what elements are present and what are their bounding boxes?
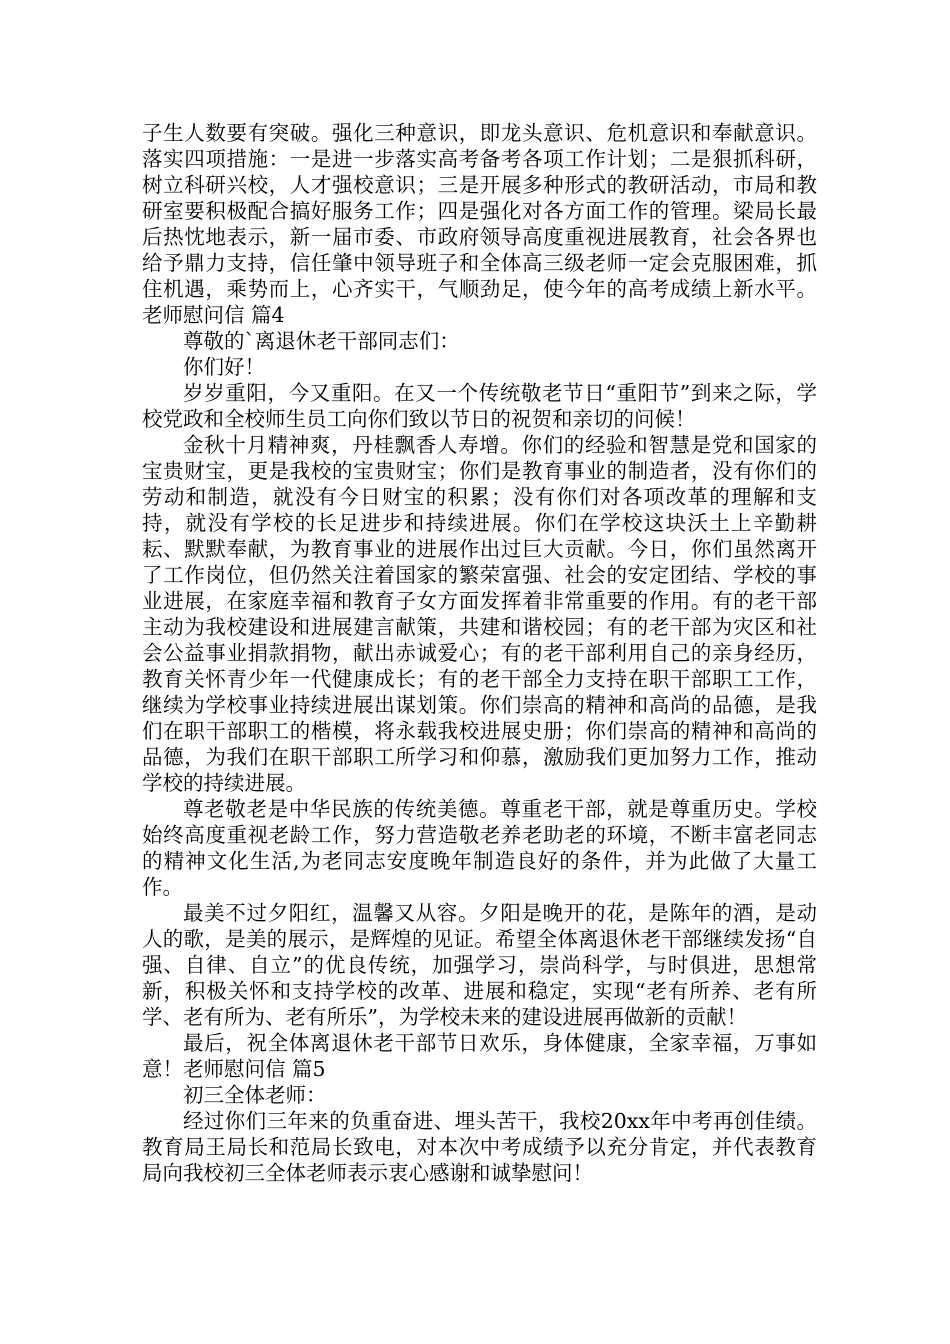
- paragraph-greeting: 你们好！: [183, 355, 265, 379]
- paragraph-festival-greeting: 岁岁重阳，今又重阳。在又一个传统敬老节日“重阳节”到来之际，学校党政和全校师生员工向你们致以节日的祝贺和亲切的问候！: [142, 381, 817, 431]
- paragraph-respect-elders: 尊老敬老是中华民族的传统美德。尊重老干部，就是尊重历史。学校始终高度重视老龄工作，努力营造敬老养老助老的环境，不断丰富老同志的精神文化生活,为老同志安度晚年制造良好的条件，并为此做了大量工作。: [142, 797, 817, 899]
- paragraph-salutation: 尊敬的`离退休老干部同志们：: [183, 329, 460, 353]
- document-page: [142, 120, 817, 1186]
- paragraph-contributions: 金秋十月精神爽，丹桂飘香人寿增。你们的经验和智慧是党和国家的宝贵财宝，更是我校的宝贵财宝；你们是教育事业的制造者，没有你们的劳动和制造，就没有今日财宝的积累；没有你们对各项改革的理解和支持，就没有学校的长足进步和持续进展。你们在学校这块沃土上辛勤耕耘、默默奉献，为教育事业的进展作出过巨大贡献。今日，你们虽然离开了工作岗位，但仍然关注着国家的繁荣富强、社会的安定团结、学校的事业进展，在家庭幸福和教育子女方面发挥着非常重要的作用。有的老干部主动为我校建设和进展建言献策，共建和谐校园；有的老干部为灾区和社会公益事业捐款捐物，献出赤诚爱心；有的老干部利用自己的亲身经历，教育关怀青少年一代健康成长；有的老干部全力支持在职干部职工工作，继续为学校事业持续进展出谋划策。你们崇高的精神和高尚的品德，是我们在职干部职工的楷模，将永载我校进展史册；你们崇高的精神和高尚的品德，为我们在职干部职工所学习和仰慕，激励我们更加努力工作，推动学校的持续进展。: [142, 433, 817, 795]
- paragraph-exam-results: 经过你们三年来的负重奋进、埋头苦干，我校20xx年中考再创佳绩。教育局王局长和范局长致电，对本次中考成绩予以充分肯定，并代表教育局向我校初三全体老师表示衷心感谢和诚挚慰问！: [142, 1109, 817, 1185]
- paragraph-sunset: 最美不过夕阳红，温馨又从容。夕阳是晚开的花，是陈年的酒，是动人的歌，是美的展示，是辉煌的见证。希望全体离退休老干部继续发扬“自强、自律、自立”的优良传统，加强学习，崇尚科学，与时俱进，思想常新，积极关怀和支持学校的改革、进展和稳定，实现“老有所养、老有所学、老有所为、老有所乐”，为学校未来的建设进展再做新的贡献！: [142, 901, 817, 1029]
- paragraph-continued: 子生人数要有突破。强化三种意识，即龙头意识、危机意识和奉献意识。落实四项措施：一是进一步落实高考备考各项工作计划；二是狠抓科研，树立科研兴校，人才强校意识；三是开展多种形式的教研活动，市局和教研室要积极配合搞好服务工作；四是强化对各方面工作的管理。梁局长最后热忱地表示，新一届市委、市政府领导高度重视进展教育，社会各界也给予鼎力支持，信任肇中领导班子和全体高三级老师一定会克服困难，抓住机遇，乘势而上，心齐实干，气顺劲足，使今年的高考成绩上新水平。老师慰问信 篇4: [142, 121, 817, 327]
- paragraph-closing: 最后，祝全体离退休老干部节日欢乐，身体健康，全家幸福，万事如意！老师慰问信 篇5: [142, 1031, 817, 1081]
- paragraph-salutation-teachers: 初三全体老师：: [183, 1083, 327, 1107]
